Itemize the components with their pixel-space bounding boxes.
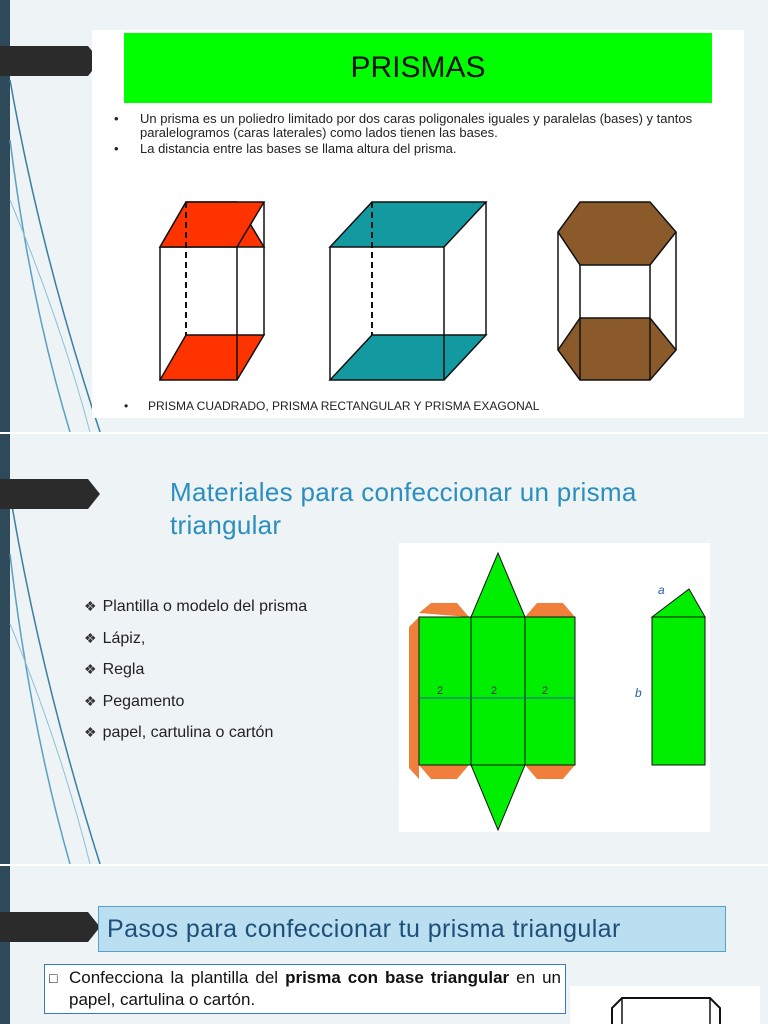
- diamond-bullet-icon: ❖: [84, 661, 97, 677]
- slide-tab-marker: [0, 912, 100, 942]
- slide-tab-marker: [0, 479, 100, 509]
- edge-label-b: b: [635, 686, 642, 700]
- step-bold-text: prisma con base triangular: [285, 968, 510, 987]
- diamond-bullet-icon: ❖: [84, 598, 97, 614]
- slide-materiales: [0, 434, 768, 864]
- prismas-banner: PRISMAS: [124, 33, 712, 103]
- rectangular-prism-figure: [330, 202, 486, 380]
- prisms-caption: • PRISMA CUADRADO, PRISMA RECTANGULAR Y PRISMA EXAGONAL: [148, 399, 539, 413]
- prism-thumbnail: [570, 986, 760, 1024]
- step-text: en un papel, cartulina o cartón.: [69, 968, 562, 1009]
- slide-pasos: [0, 866, 768, 1024]
- material-item: ❖ Plantilla o modelo del prisma: [84, 598, 308, 615]
- slide-side-bar: [0, 866, 10, 1024]
- checkbox-bullet-icon: □: [49, 970, 58, 986]
- triangular-prism-net: [399, 543, 710, 832]
- dimension-label: 2: [542, 685, 549, 697]
- definition-bullet: • Un prisma es un poliedro limitado por dos caras poligonales iguales y paralelas (bases) y tantos paralelogramos (caras laterales) como lados tienen las bases.: [114, 112, 714, 140]
- slide-prismas: [0, 0, 768, 432]
- diamond-bullet-icon: ❖: [84, 692, 97, 709]
- definition-list: [114, 112, 714, 158]
- dimension-label: 2: [491, 685, 498, 697]
- prisms-panel: [92, 30, 744, 418]
- prism-net-panel: [399, 543, 710, 832]
- diamond-bullet-icon: ❖: [84, 724, 97, 740]
- material-item: ❖ papel, cartulina o cartón: [84, 724, 274, 741]
- diamond-bullet-icon: ❖: [84, 629, 97, 646]
- material-item: ❖ Lápiz,: [84, 629, 146, 647]
- definition-bullet: • La distancia entre las bases se llama altura del prisma.: [114, 142, 714, 156]
- square-prism-figure: [160, 202, 264, 380]
- materials-title: Materiales para confeccionar un prisma triangular: [170, 477, 637, 540]
- step-1-box: [44, 964, 566, 1014]
- steps-title: Pasos para confeccionar tu prisma triangular: [98, 906, 726, 952]
- dimension-label: 2: [437, 685, 444, 697]
- slide-tab-marker: [0, 46, 100, 76]
- hexagonal-prism-figure: [558, 202, 676, 380]
- step-text: Confecciona la plantilla del: [69, 968, 286, 987]
- prism-illustrations: [92, 190, 744, 390]
- edge-label-a: a: [658, 583, 665, 597]
- material-item: ❖ Pegamento: [84, 692, 185, 710]
- materials-list: [84, 598, 307, 756]
- material-item: ❖ Regla: [84, 661, 145, 678]
